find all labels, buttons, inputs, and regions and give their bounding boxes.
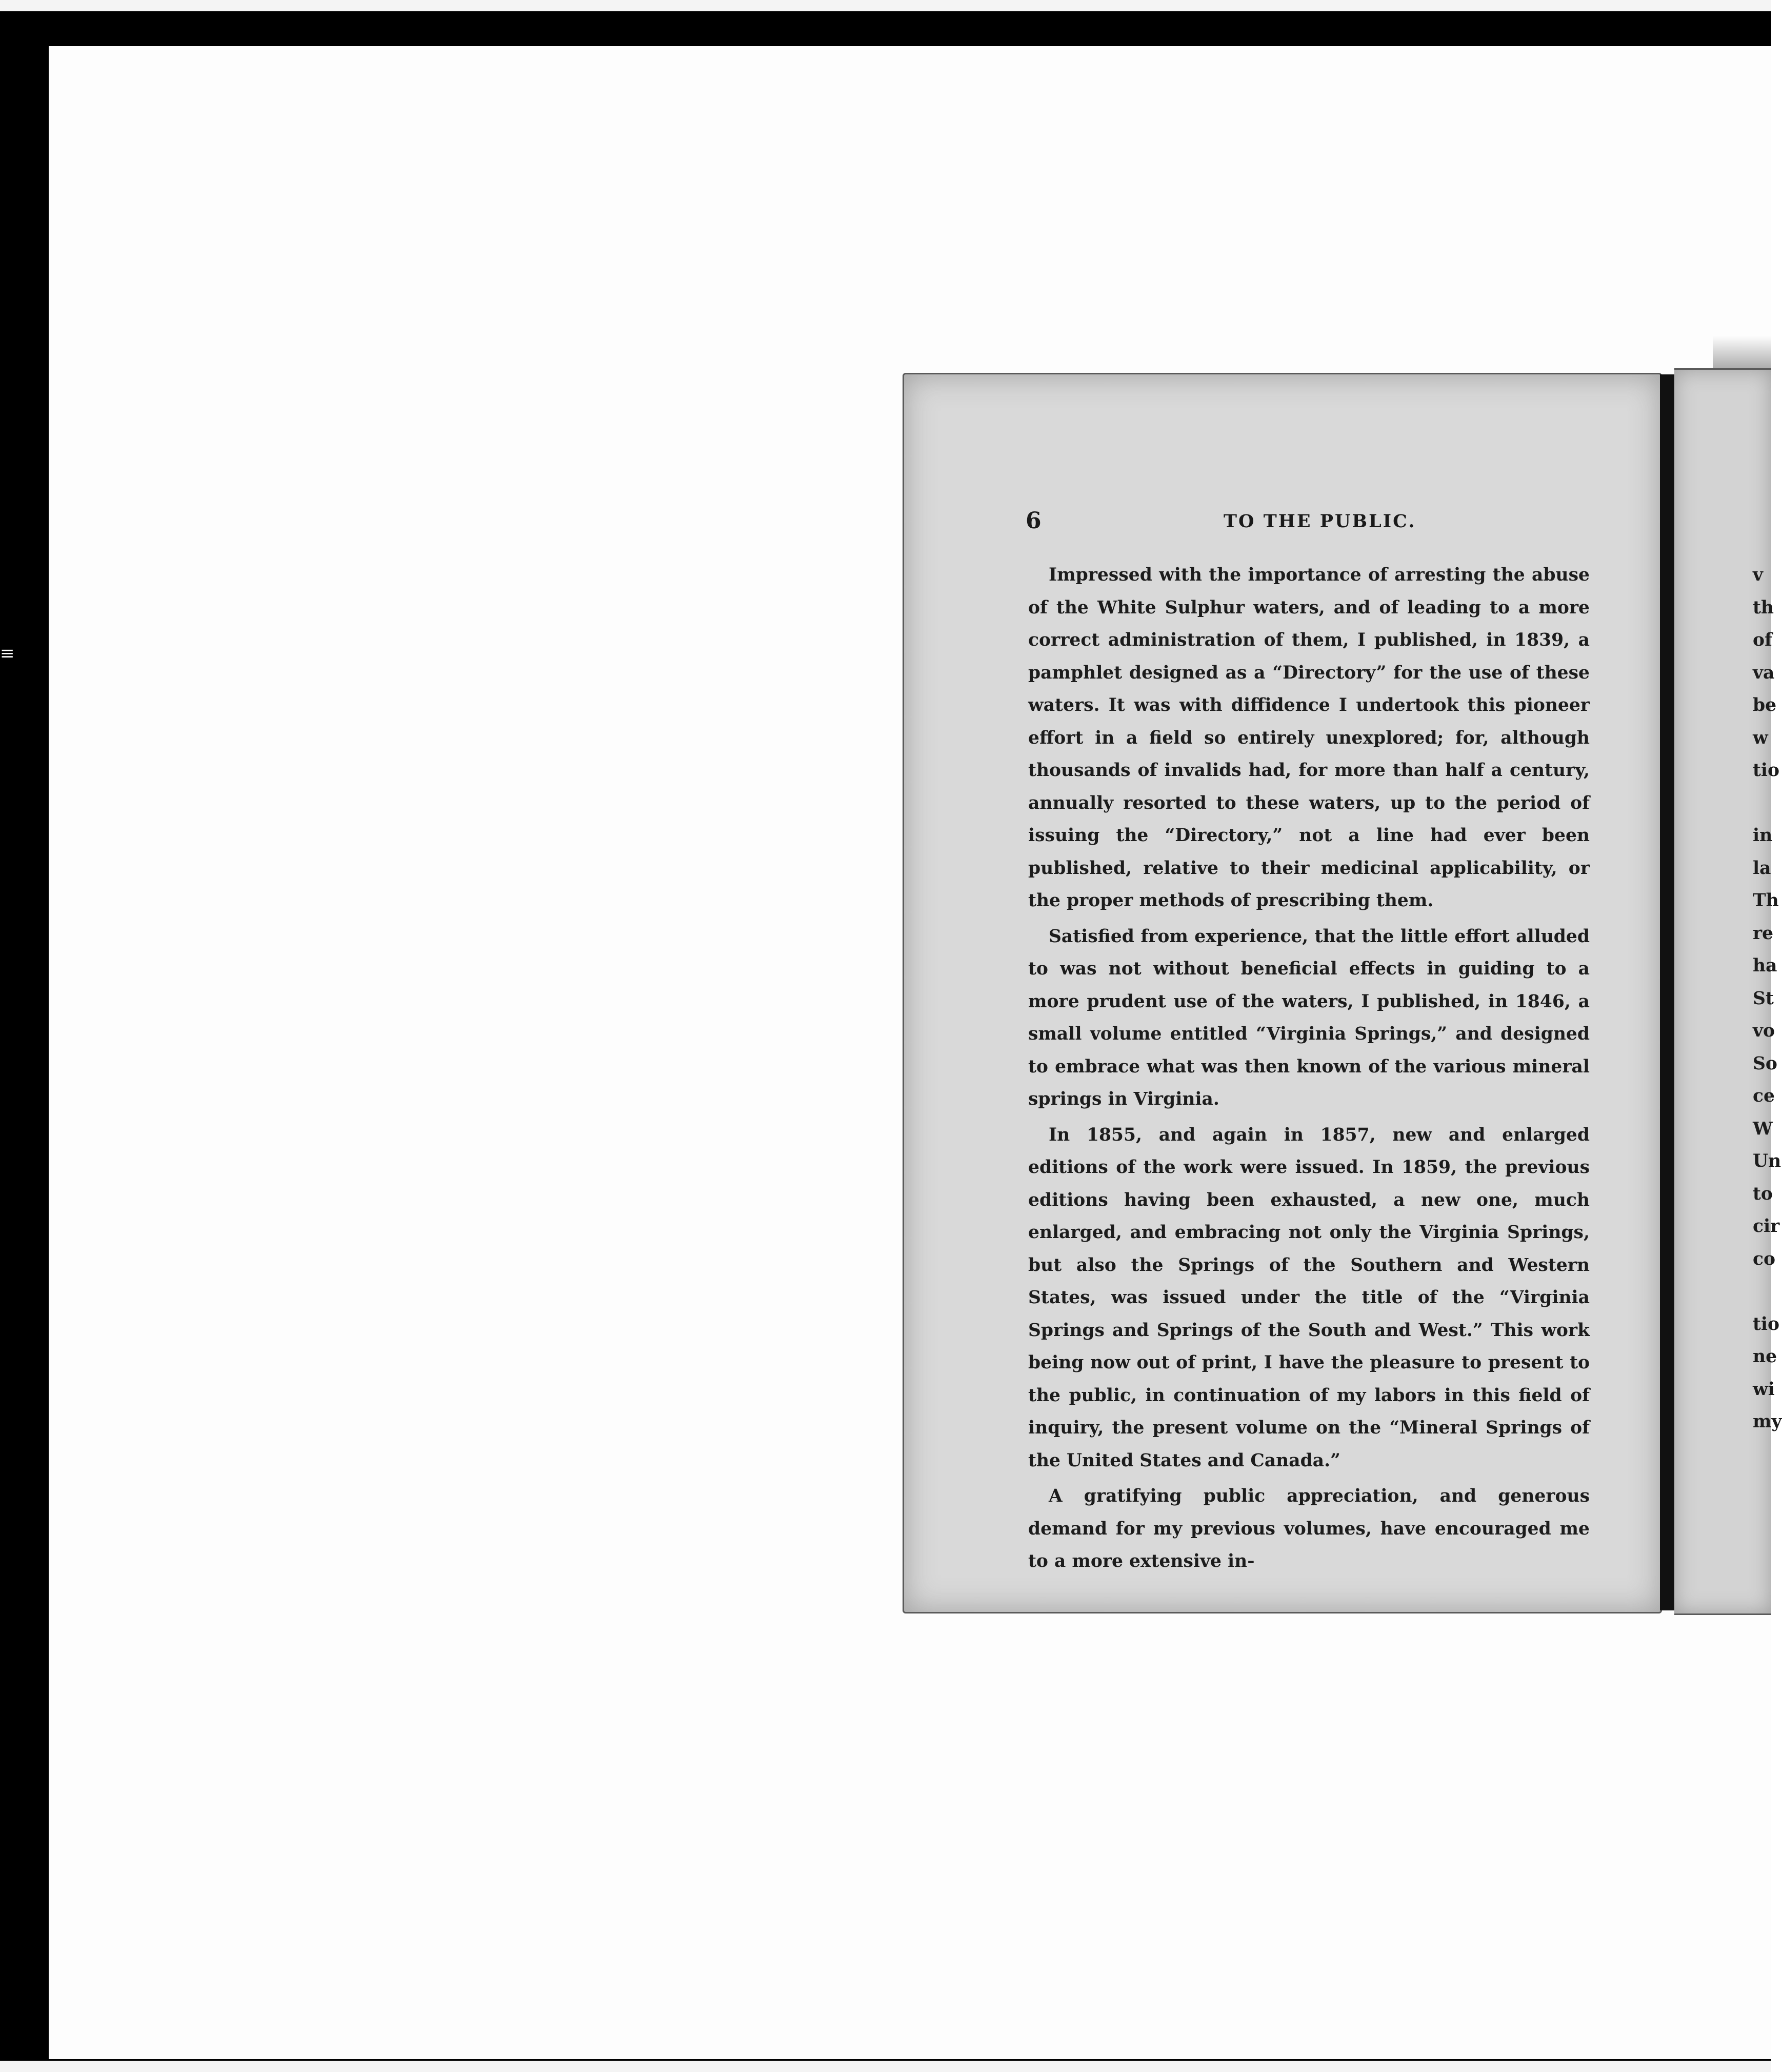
paragraph: Impressed with the importance of arresting the abuse of the White Sulphur waters, and of leading to a more correct administration of them, I published, in 1839, a pamphlet designed as a “Directory” for the use of these waters. It was with diffidence I undertook this pioneer effort in a field so entirely unexplored; for, although thousands of invalids had, for more than half a century, annually resorted to these waters, up to the period of issuing the “Directory,” not a line had ever been published, relative to their medicinal applicability, or the proper methods of prescribing them. — [1028, 565, 1590, 911]
facing-page-fragment: Un — [1753, 1151, 1781, 1171]
facing-page-fragment — [1753, 1276, 1771, 1308]
facing-page-fragment: cir — [1753, 1216, 1780, 1237]
facing-page-fragment: in — [1753, 825, 1773, 846]
facing-page-fragment: wi — [1753, 1379, 1775, 1400]
facing-page-fragment: co — [1753, 1248, 1776, 1269]
facing-page-fragment: tio — [1753, 760, 1780, 781]
edge-mark-icon: ≡ — [0, 643, 15, 664]
facing-page-fragment: w — [1753, 727, 1768, 748]
running-head — [1026, 508, 1590, 533]
book-gutter — [1660, 374, 1674, 1610]
facing-page-fragment: re — [1753, 923, 1774, 944]
body-text — [1028, 559, 1590, 1578]
facing-page-fragment: So — [1753, 1053, 1777, 1074]
page-shadow — [1713, 336, 1771, 372]
page-title: TO THE PUBLIC. — [1224, 511, 1416, 532]
facing-page-text — [1753, 559, 1782, 1439]
facing-page-fragment: va — [1753, 662, 1775, 683]
facing-page-fragment: tio — [1753, 1313, 1780, 1334]
facing-page-fragment: W — [1753, 1118, 1773, 1139]
facing-page-fragment: th — [1753, 597, 1774, 618]
facing-page-fragment: of — [1753, 630, 1772, 650]
facing-page-fragment: ha — [1753, 955, 1777, 976]
facing-page-fragment: la — [1753, 858, 1771, 879]
facing-page-fragment: v — [1753, 565, 1764, 585]
paragraph: A gratifying public appreciation, and generous demand for my previous volumes, have encouraged me to a more extensive in- — [1028, 1486, 1590, 1571]
facing-page-fragment — [1753, 787, 1771, 820]
facing-page-fragment: be — [1753, 695, 1777, 715]
facing-page-fragment: vo — [1753, 1021, 1775, 1041]
film-edge-top — [0, 0, 1771, 11]
paragraph: In 1855, and again in 1857, new and enlarged editions of the work were issued. In 1859, the previous editions having been exhausted, a new one, much enlarged, and embracing not only the Virginia Springs, but also the Springs of the Southern and Western States, was issued under the title of the “Virginia Springs and Springs of the South and West.” This work being now out of print, I have the pleasure to present to the public, in continuation of my labors in this field of inquiry, the present volume on the “Mineral Springs of the United States and Canada.” — [1028, 1124, 1590, 1471]
facing-page-fragment: ne — [1753, 1346, 1777, 1367]
facing-page-fragment: my — [1753, 1411, 1782, 1432]
facing-page-fragment: Th — [1753, 890, 1779, 911]
facing-page-fragment: to — [1753, 1183, 1773, 1204]
film-edge-bottom — [0, 2061, 1771, 2072]
facing-page-fragment: St — [1753, 988, 1774, 1009]
facing-page-fragment: ce — [1753, 1086, 1775, 1106]
paragraph: Satisfied from experience, that the little effort alluded to was not without beneficial effects in guiding to a more prudent use of the waters, I published, in 1846, a small volume entitled “Virginia Springs,” and designed to embrace what was then known of the various mineral springs in Virginia. — [1028, 926, 1590, 1109]
page-number: 6 — [1026, 508, 1042, 534]
